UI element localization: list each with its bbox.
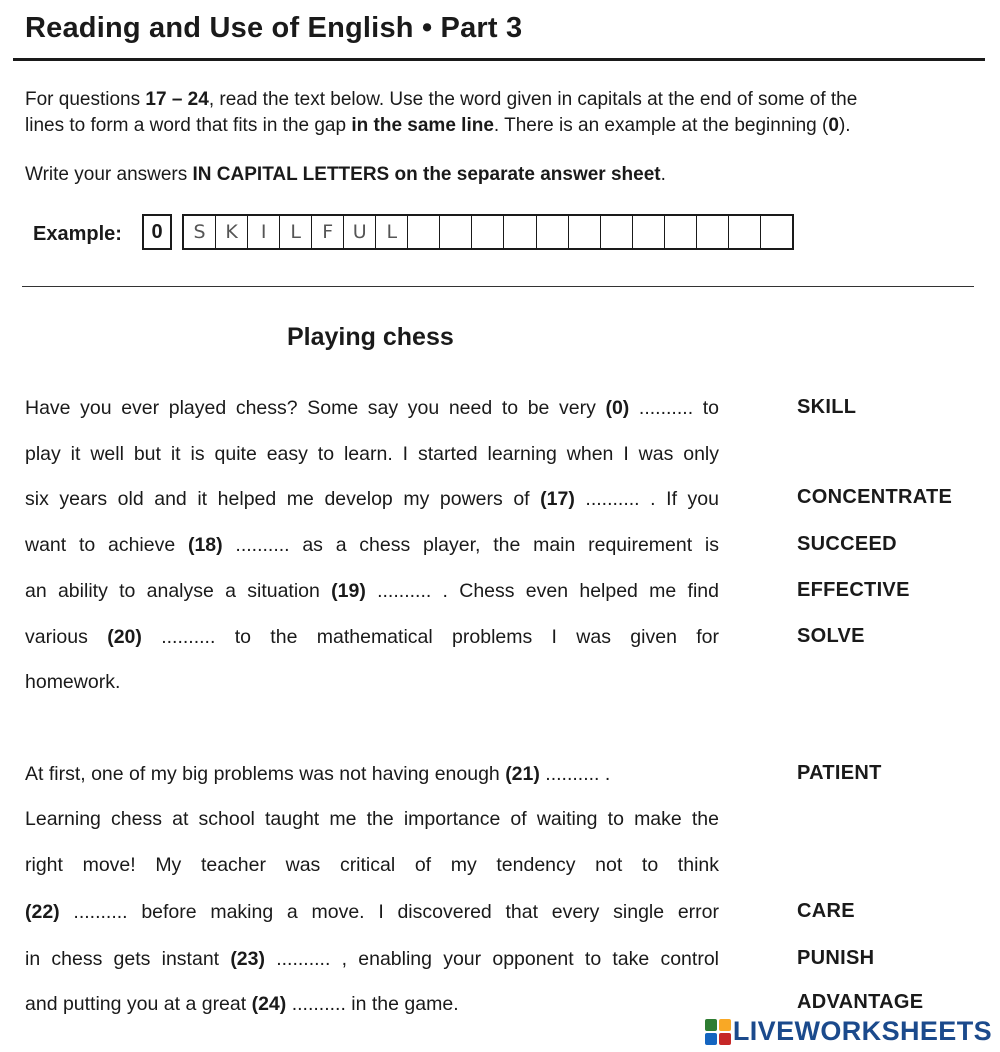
gap-number: (23) (230, 948, 265, 970)
gap-number: (20) (107, 626, 142, 648)
text-line: Learning chess at school taught me the importance of waiting to make the (25, 808, 719, 830)
instructions-line-1: For questions 17 – 24, read the text below. Use the word given in capitals at the end of some of the (25, 89, 858, 110)
example-letter-box (601, 216, 633, 248)
gap-number: (24) (251, 993, 287, 1015)
section-divider (22, 286, 974, 287)
instructions-line-3: Write your answers IN CAPITAL LETTERS on the separate answer sheet. (25, 164, 666, 185)
gap-number: (0) (605, 397, 630, 419)
gap-number: (18) (187, 534, 223, 556)
text-line: and putting you at a great (24) .......... in the game. (25, 993, 459, 1015)
keyword-18: SUCCEED (797, 533, 897, 555)
gap-number: (21) (505, 763, 540, 785)
title-divider (13, 58, 985, 61)
instructions-line-2: lines to form a word that fits in the gap in the same line. There is an example at the beginning (0). (25, 115, 851, 136)
keyword-24: ADVANTAGE (797, 991, 924, 1013)
gap-number: (22) (25, 901, 60, 923)
example-letter-box (569, 216, 601, 248)
example-letter-box: U (344, 216, 376, 248)
keyword-17: CONCENTRATE (797, 486, 953, 508)
text-line: homework. (25, 671, 121, 693)
text-line: right move! My teacher was critical of my tendency not to think (25, 854, 719, 876)
example-letter-box (472, 216, 504, 248)
example-letter-box: L (280, 216, 312, 248)
text-line: in chess gets instant (23) .......... , enabling your opponent to take control (25, 948, 719, 970)
example-letter-box (633, 216, 665, 248)
example-label: Example: (33, 223, 122, 245)
example-letter-box (697, 216, 729, 248)
example-letter-box: S (184, 216, 216, 248)
keyword-23: PUNISH (797, 947, 875, 969)
gap-number: (17) (540, 488, 575, 510)
example-letter-box: I (248, 216, 280, 248)
logo-text: LIVEWORKSHEETS (732, 1016, 992, 1046)
example-letter-box: F (312, 216, 344, 248)
example-letter-box (665, 216, 697, 248)
text-line: (22) .......... before making a move. I discovered that every single error (25, 901, 719, 923)
text-line: various (20) .......... to the mathematical problems I was given for (25, 626, 720, 648)
example-letter-box: K (216, 216, 248, 248)
example-letter-box: L (376, 216, 408, 248)
liveworksheets-logo[interactable] (705, 1016, 992, 1047)
text-line: play it well but it is quite easy to learn. I started learning when I was only (25, 443, 719, 465)
keyword-0: SKILL (797, 396, 857, 418)
page-title: Reading and Use of English • Part 3 (25, 12, 523, 44)
text-line: six years old and it helped me develop my powers of (17) .......... . If you (25, 488, 719, 510)
gap-number: (19) (331, 580, 366, 602)
example-letter-box (408, 216, 440, 248)
keyword-20: SOLVE (797, 625, 865, 647)
text-line: At first, one of my big problems was not having enough (21) .......... . (25, 763, 611, 785)
text-title: Playing chess (287, 323, 454, 351)
text-line: Have you ever played chess? Some say you need to be very (0) .......... to (25, 397, 719, 419)
example-letter-box (440, 216, 472, 248)
example-letter-box (504, 216, 536, 248)
example-answer-boxes (182, 214, 794, 250)
keyword-22: CARE (797, 900, 855, 922)
example-number-box: 0 (142, 214, 172, 250)
keyword-21: PATIENT (797, 762, 882, 784)
example-letter-box (761, 216, 792, 248)
text-line: an ability to analyse a situation (19) .......... . Chess even helped me find (25, 580, 719, 602)
keyword-19: EFFECTIVE (797, 579, 910, 601)
example-letter-box (537, 216, 569, 248)
example-letter-box (729, 216, 761, 248)
liveworksheets-logo-icon (705, 1019, 731, 1045)
text-line: want to achieve (18) .......... as a chess player, the main requirement is (25, 534, 719, 556)
